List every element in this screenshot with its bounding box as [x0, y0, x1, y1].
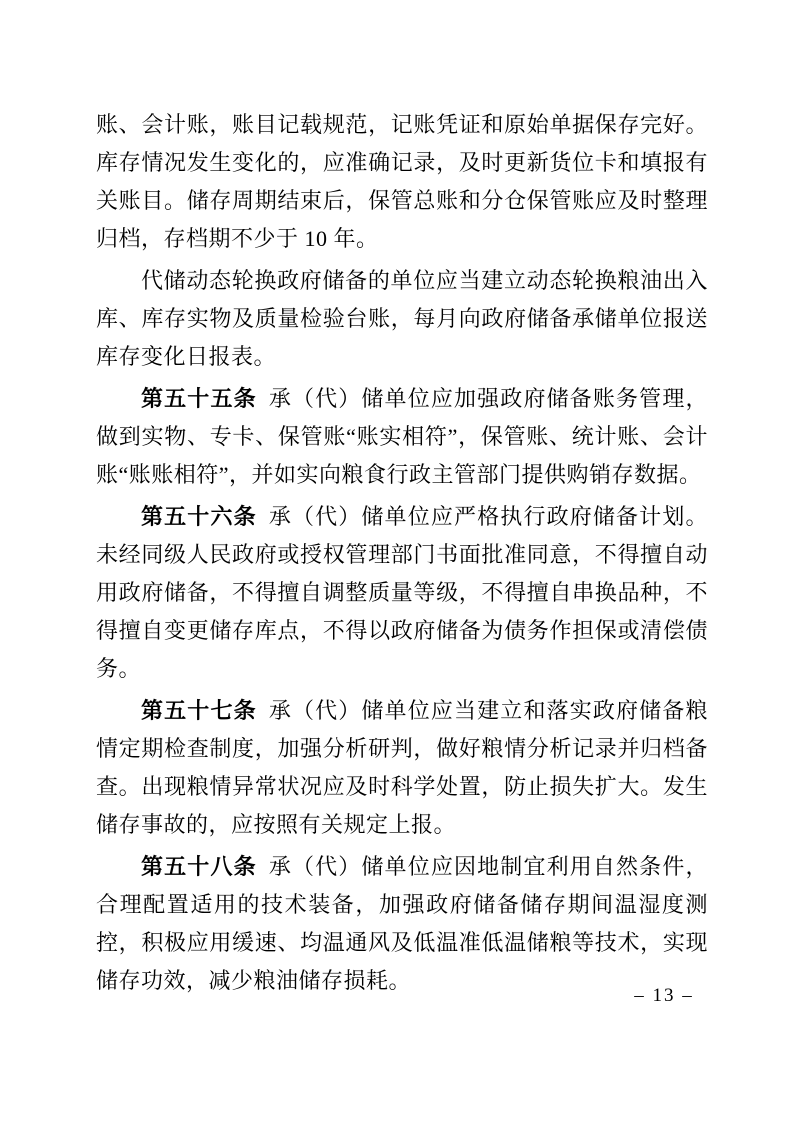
paragraph-text: 代储动态轮换政府储备的单位应当建立动态轮换粮油出入库、库存实物及质量检验台账，每月向政府储备承储单位报送库存变化日报表。	[96, 268, 708, 369]
paragraph-text: 承（代）储单位应加强政府储备账务管理，做到实物、专卡、保管账“账实相符”，保管账、统计账、会计账“账账相符”，并如实向粮食行政主管部门提供购销存数据。	[96, 386, 708, 487]
paragraph-article-55	[96, 380, 708, 494]
article-number: 第五十八条	[141, 854, 257, 879]
paragraph-text: 承（代）储单位应当建立和落实政府储备粮情定期检查制度，加强分析研判，做好粮情分析记录并归档备查。出现粮情异常状况应及时科学处置，防止损失扩大。发生储存事故的，应按照有关规定上报。	[96, 698, 708, 837]
document-body	[96, 106, 708, 1004]
paragraph-text: 承（代）储单位应因地制宜利用自然条件，合理配置适用的技术装备，加强政府储备储存期间温湿度测控，积极应用缓速、均温通风及低温准低温储粮等技术，实现储存功效，减少粮油储存损耗。	[96, 854, 708, 993]
page-number: – 13 –	[634, 985, 694, 1006]
paragraph-text: 承（代）储单位应严格执行政府储备计划。未经同级人民政府或授权管理部门书面批准同意，不得擅自动用政府储备，不得擅自调整质量等级，不得擅自串换品种，不得擅自变更储存库点，不得以政府储备为债务作担保或清偿债务。	[96, 504, 708, 681]
paragraph-article-57	[96, 692, 708, 844]
paragraph-article-56	[96, 498, 708, 688]
article-number: 第五十六条	[141, 504, 257, 529]
paragraph-article-58	[96, 848, 708, 1000]
paragraph-continuation	[96, 106, 708, 258]
article-number: 第五十七条	[141, 698, 257, 723]
paragraph-text: 账、会计账，账目记载规范，记账凭证和原始单据保存完好。库存情况发生变化的，应准确记录，及时更新货位卡和填报有关账目。储存周期结束后，保管总账和分仓保管账应及时整理归档，存档期不少于 10 年。	[96, 112, 708, 251]
paragraph	[96, 262, 708, 376]
article-number: 第五十五条	[141, 386, 257, 411]
